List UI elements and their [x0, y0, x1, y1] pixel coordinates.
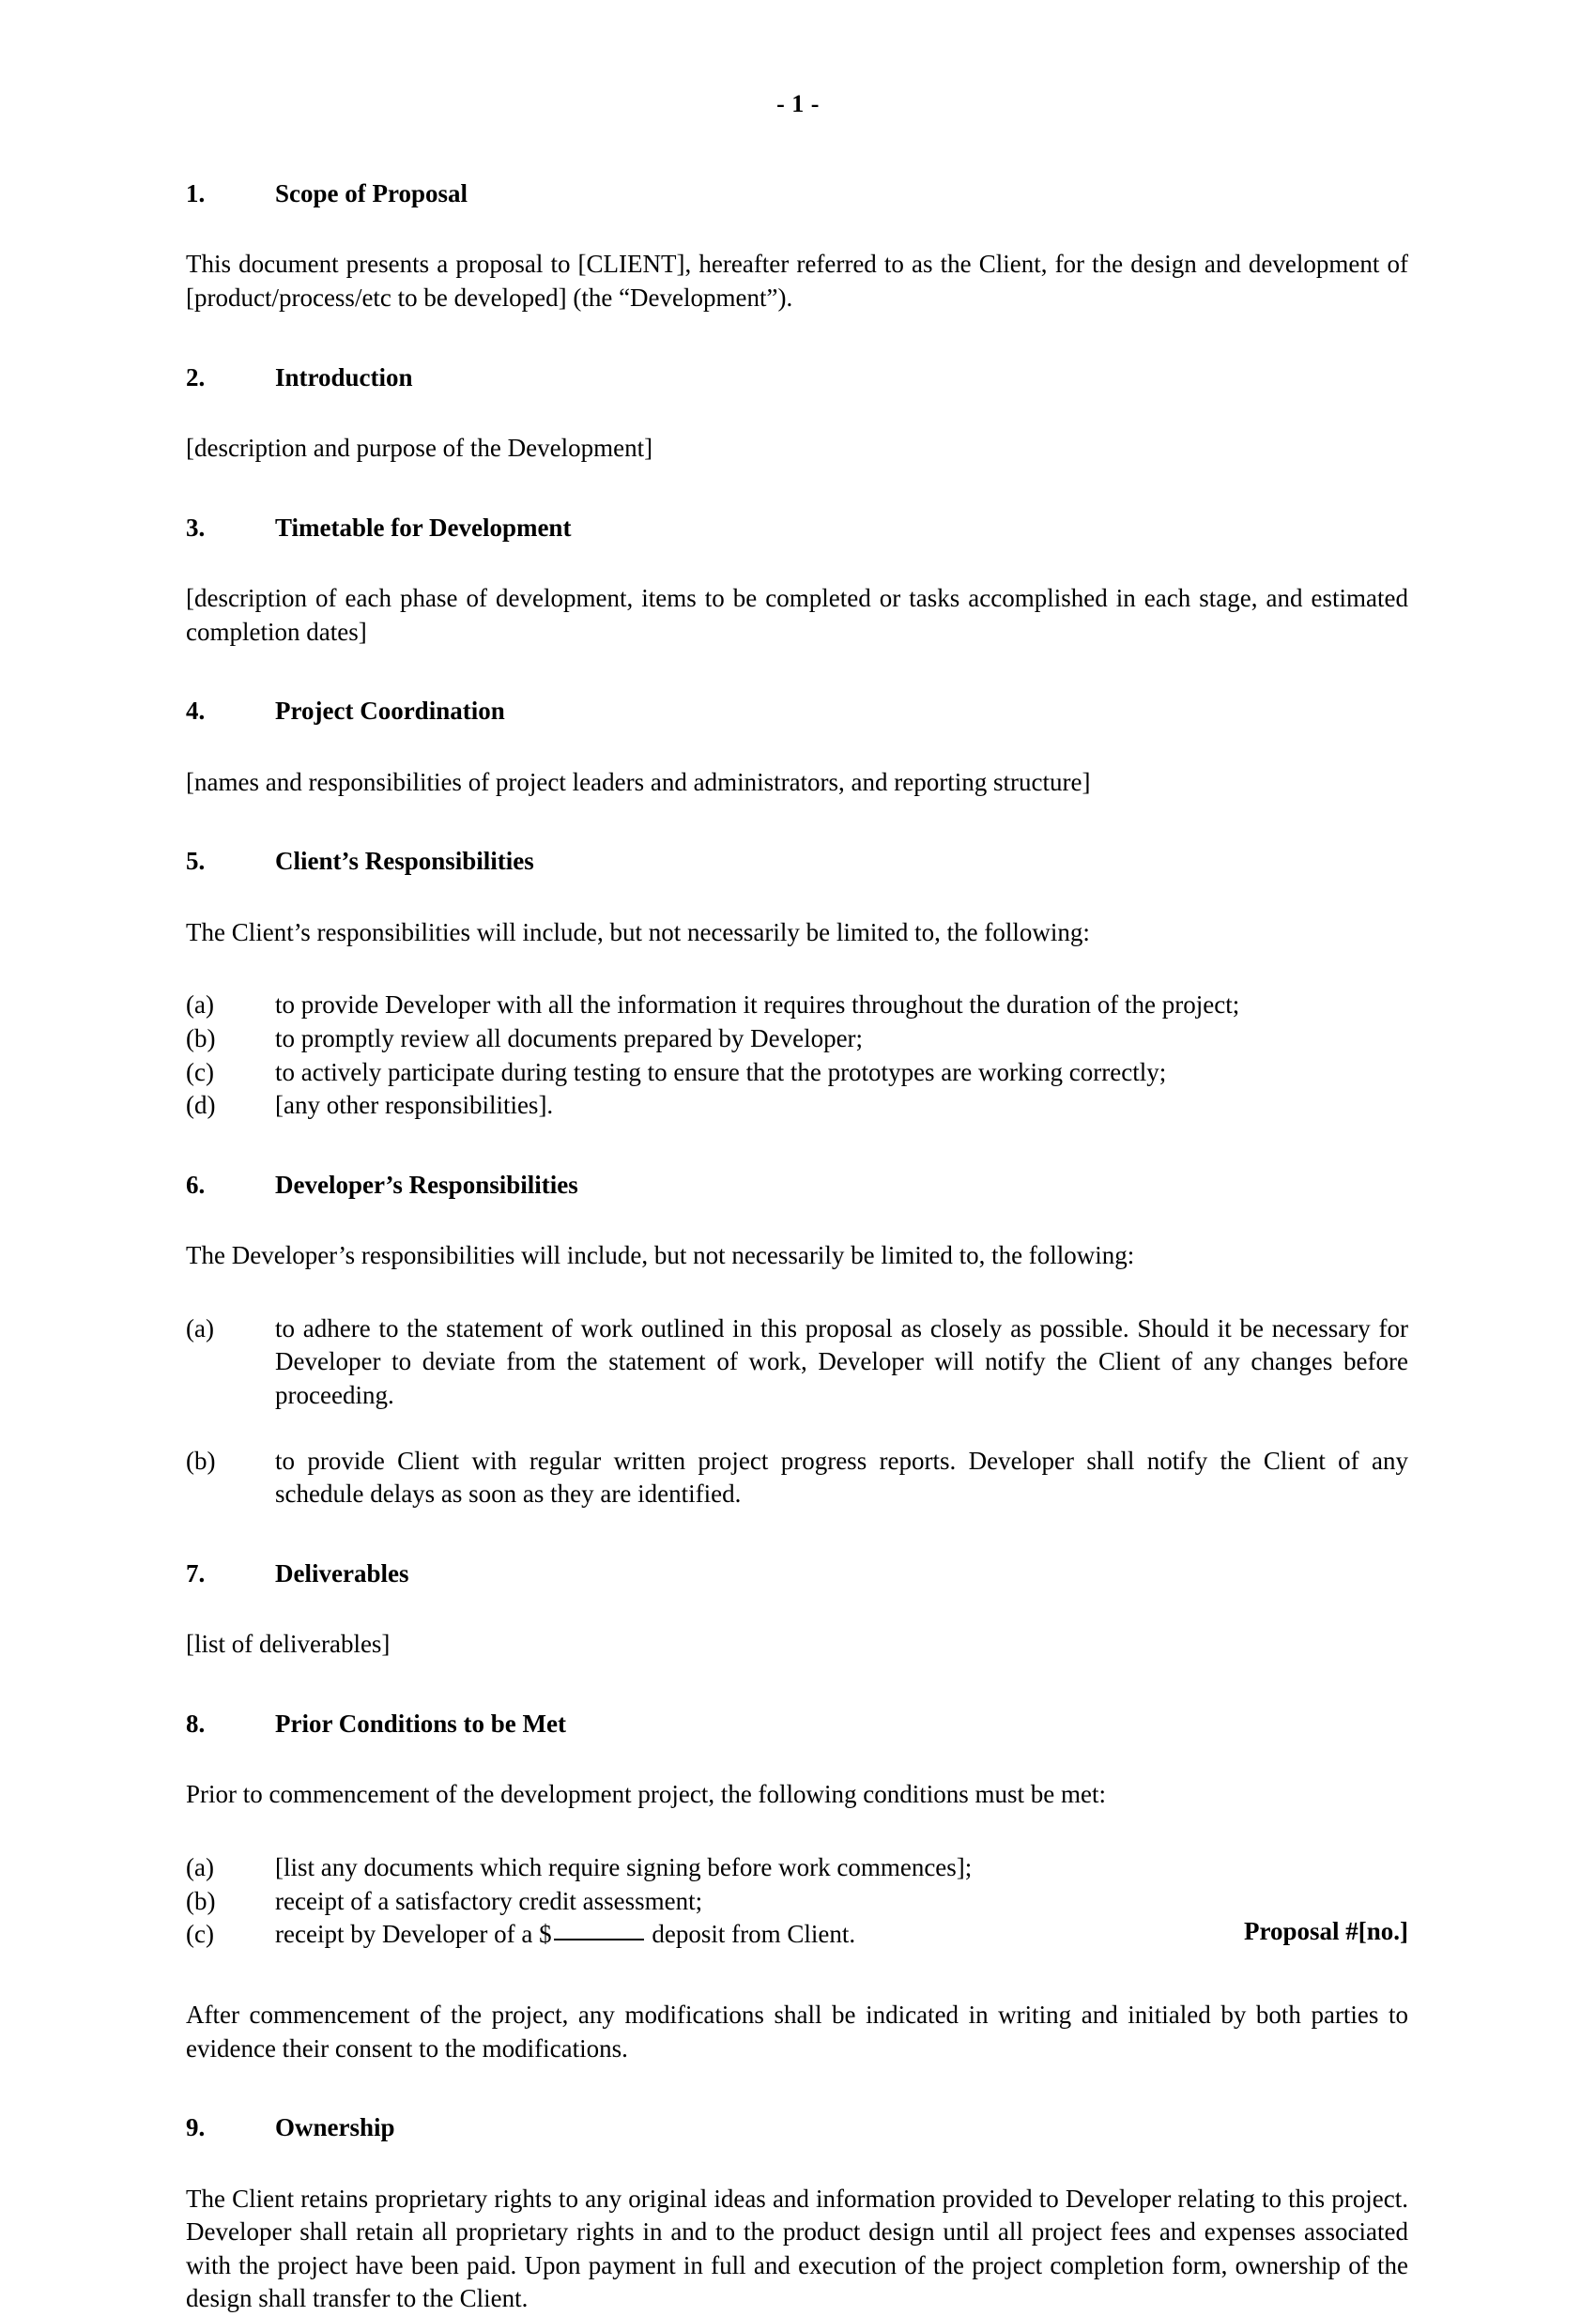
section-heading-7 [186, 1558, 1408, 1588]
list-text: to provide Client with regular written project progress reports. Developer shall notify the Client of any schedule delays as soon as they are identified. [275, 1446, 1408, 1509]
section-number-2: 2. [186, 362, 206, 391]
list-marker: (c) [186, 1057, 214, 1086]
section-number-1: 1. [186, 179, 206, 207]
section-heading-1 [186, 178, 1408, 208]
client-responsibilities-list [186, 989, 1408, 1123]
list-item [186, 1445, 1408, 1511]
section-body-6: The Developer’s responsibilities will include, but not necessarily be limited to, the following: [186, 1241, 1135, 1270]
section-body-9: The Client retains proprietary rights to any original ideas and information provided to Developer relating to this project. Developer shall retain all proprietary rights in and to the product design until all project fees and expenses associated with the project have been paid. Upon payment in full and execution of the project completion form, ownership of the design shall transfer to the Client. [186, 2184, 1408, 2313]
section-body-2: [description and purpose of the Development] [186, 434, 653, 463]
section-number-4: 4. [186, 697, 206, 726]
document-footer: Proposal #[no.] [1243, 1917, 1408, 1945]
section-title-2: Introduction [275, 362, 413, 391]
deposit-text-prefix: receipt by Developer of a $ [275, 1920, 552, 1949]
section-title-6: Developer’s Responsibilities [275, 1170, 578, 1199]
section-title-1: Scope of Proposal [275, 179, 468, 207]
document-body [186, 178, 1408, 2316]
section-body-4: [names and responsibilities of project leaders and administrators, and reporting structure] [186, 767, 1091, 796]
section-title-5: Client’s Responsibilities [275, 847, 534, 876]
list-text: to actively participate during testing to ensure that the prototypes are working correctly; [275, 1057, 1167, 1086]
section-number-7: 7. [186, 1558, 206, 1587]
section-body-1: This document presents a proposal to [CLIENT], hereafter referred to as the Client, for the design and development of [product/process/etc to be developed] (the “Development”). [186, 250, 1408, 313]
section-title-4: Project Coordination [275, 697, 505, 726]
section-heading-6 [186, 1170, 1408, 1200]
section-heading-9 [186, 2112, 1408, 2142]
list-text: to promptly review all documents prepared by Developer; [275, 1023, 864, 1052]
section-title-9: Ownership [275, 2113, 395, 2142]
section-number-8: 8. [186, 1709, 206, 1738]
section-number-5: 5. [186, 847, 206, 876]
section-heading-4 [186, 696, 1408, 726]
list-text: [any other responsibilities]. [275, 1091, 554, 1120]
section-title-3: Timetable for Development [275, 513, 572, 542]
section-title-8: Prior Conditions to be Met [275, 1709, 566, 1738]
list-item [186, 1089, 1408, 1123]
list-marker: (b) [186, 1446, 216, 1475]
list-text: receipt of a satisfactory credit assessment; [275, 1886, 703, 1915]
section-heading-8 [186, 1709, 1408, 1739]
section-heading-3 [186, 513, 1408, 543]
list-marker: (b) [186, 1886, 216, 1915]
list-item [186, 1056, 1408, 1090]
section-body-8: Prior to commencement of the development project, the following conditions must be met: [186, 1780, 1107, 1809]
list-marker: (a) [186, 990, 214, 1020]
section-8-closing-paragraph: After commencement of the project, any modifications shall be indicated in writing and initialed by both parties to evidence their consent to the modifications. [186, 2000, 1408, 2063]
list-text: to provide Developer with all the information it requires throughout the duration of the project; [275, 990, 1240, 1020]
list-marker: (b) [186, 1023, 216, 1052]
section-number-3: 3. [186, 513, 206, 542]
list-text: [list any documents which require signing before work commences]; [275, 1853, 973, 1881]
list-text: to adhere to the statement of work outlined in this proposal as closely as possible. Should it be necessary for Developer to deviate from the statement of work, Developer will notify the Client of any changes before proceeding. [275, 1313, 1408, 1410]
page-number: - 1 - [776, 90, 820, 117]
list-item [186, 1022, 1408, 1056]
section-title-7: Deliverables [275, 1558, 409, 1587]
developer-responsibilities-list [186, 1312, 1408, 1511]
section-heading-2 [186, 362, 1408, 392]
list-marker: (c) [186, 1920, 214, 1949]
section-number-9: 9. [186, 2113, 206, 2142]
section-body-5: The Client’s responsibilities will include, but not necessarily be limited to, the following: [186, 917, 1090, 946]
section-body-3: [description of each phase of development, items to be completed or tasks accomplished in each stage, and estimated completion dates] [186, 584, 1408, 646]
list-item [186, 1312, 1408, 1413]
section-body-7: [list of deliverables] [186, 1630, 391, 1659]
list-marker: (a) [186, 1313, 214, 1342]
list-marker: (a) [186, 1853, 214, 1881]
list-marker: (d) [186, 1091, 216, 1120]
list-item [186, 989, 1408, 1022]
deposit-text-suffix: deposit from Client. [645, 1920, 856, 1949]
section-number-6: 6. [186, 1170, 206, 1199]
list-item [186, 1851, 1408, 1885]
section-heading-5 [186, 846, 1408, 876]
list-item [186, 1885, 1408, 1919]
